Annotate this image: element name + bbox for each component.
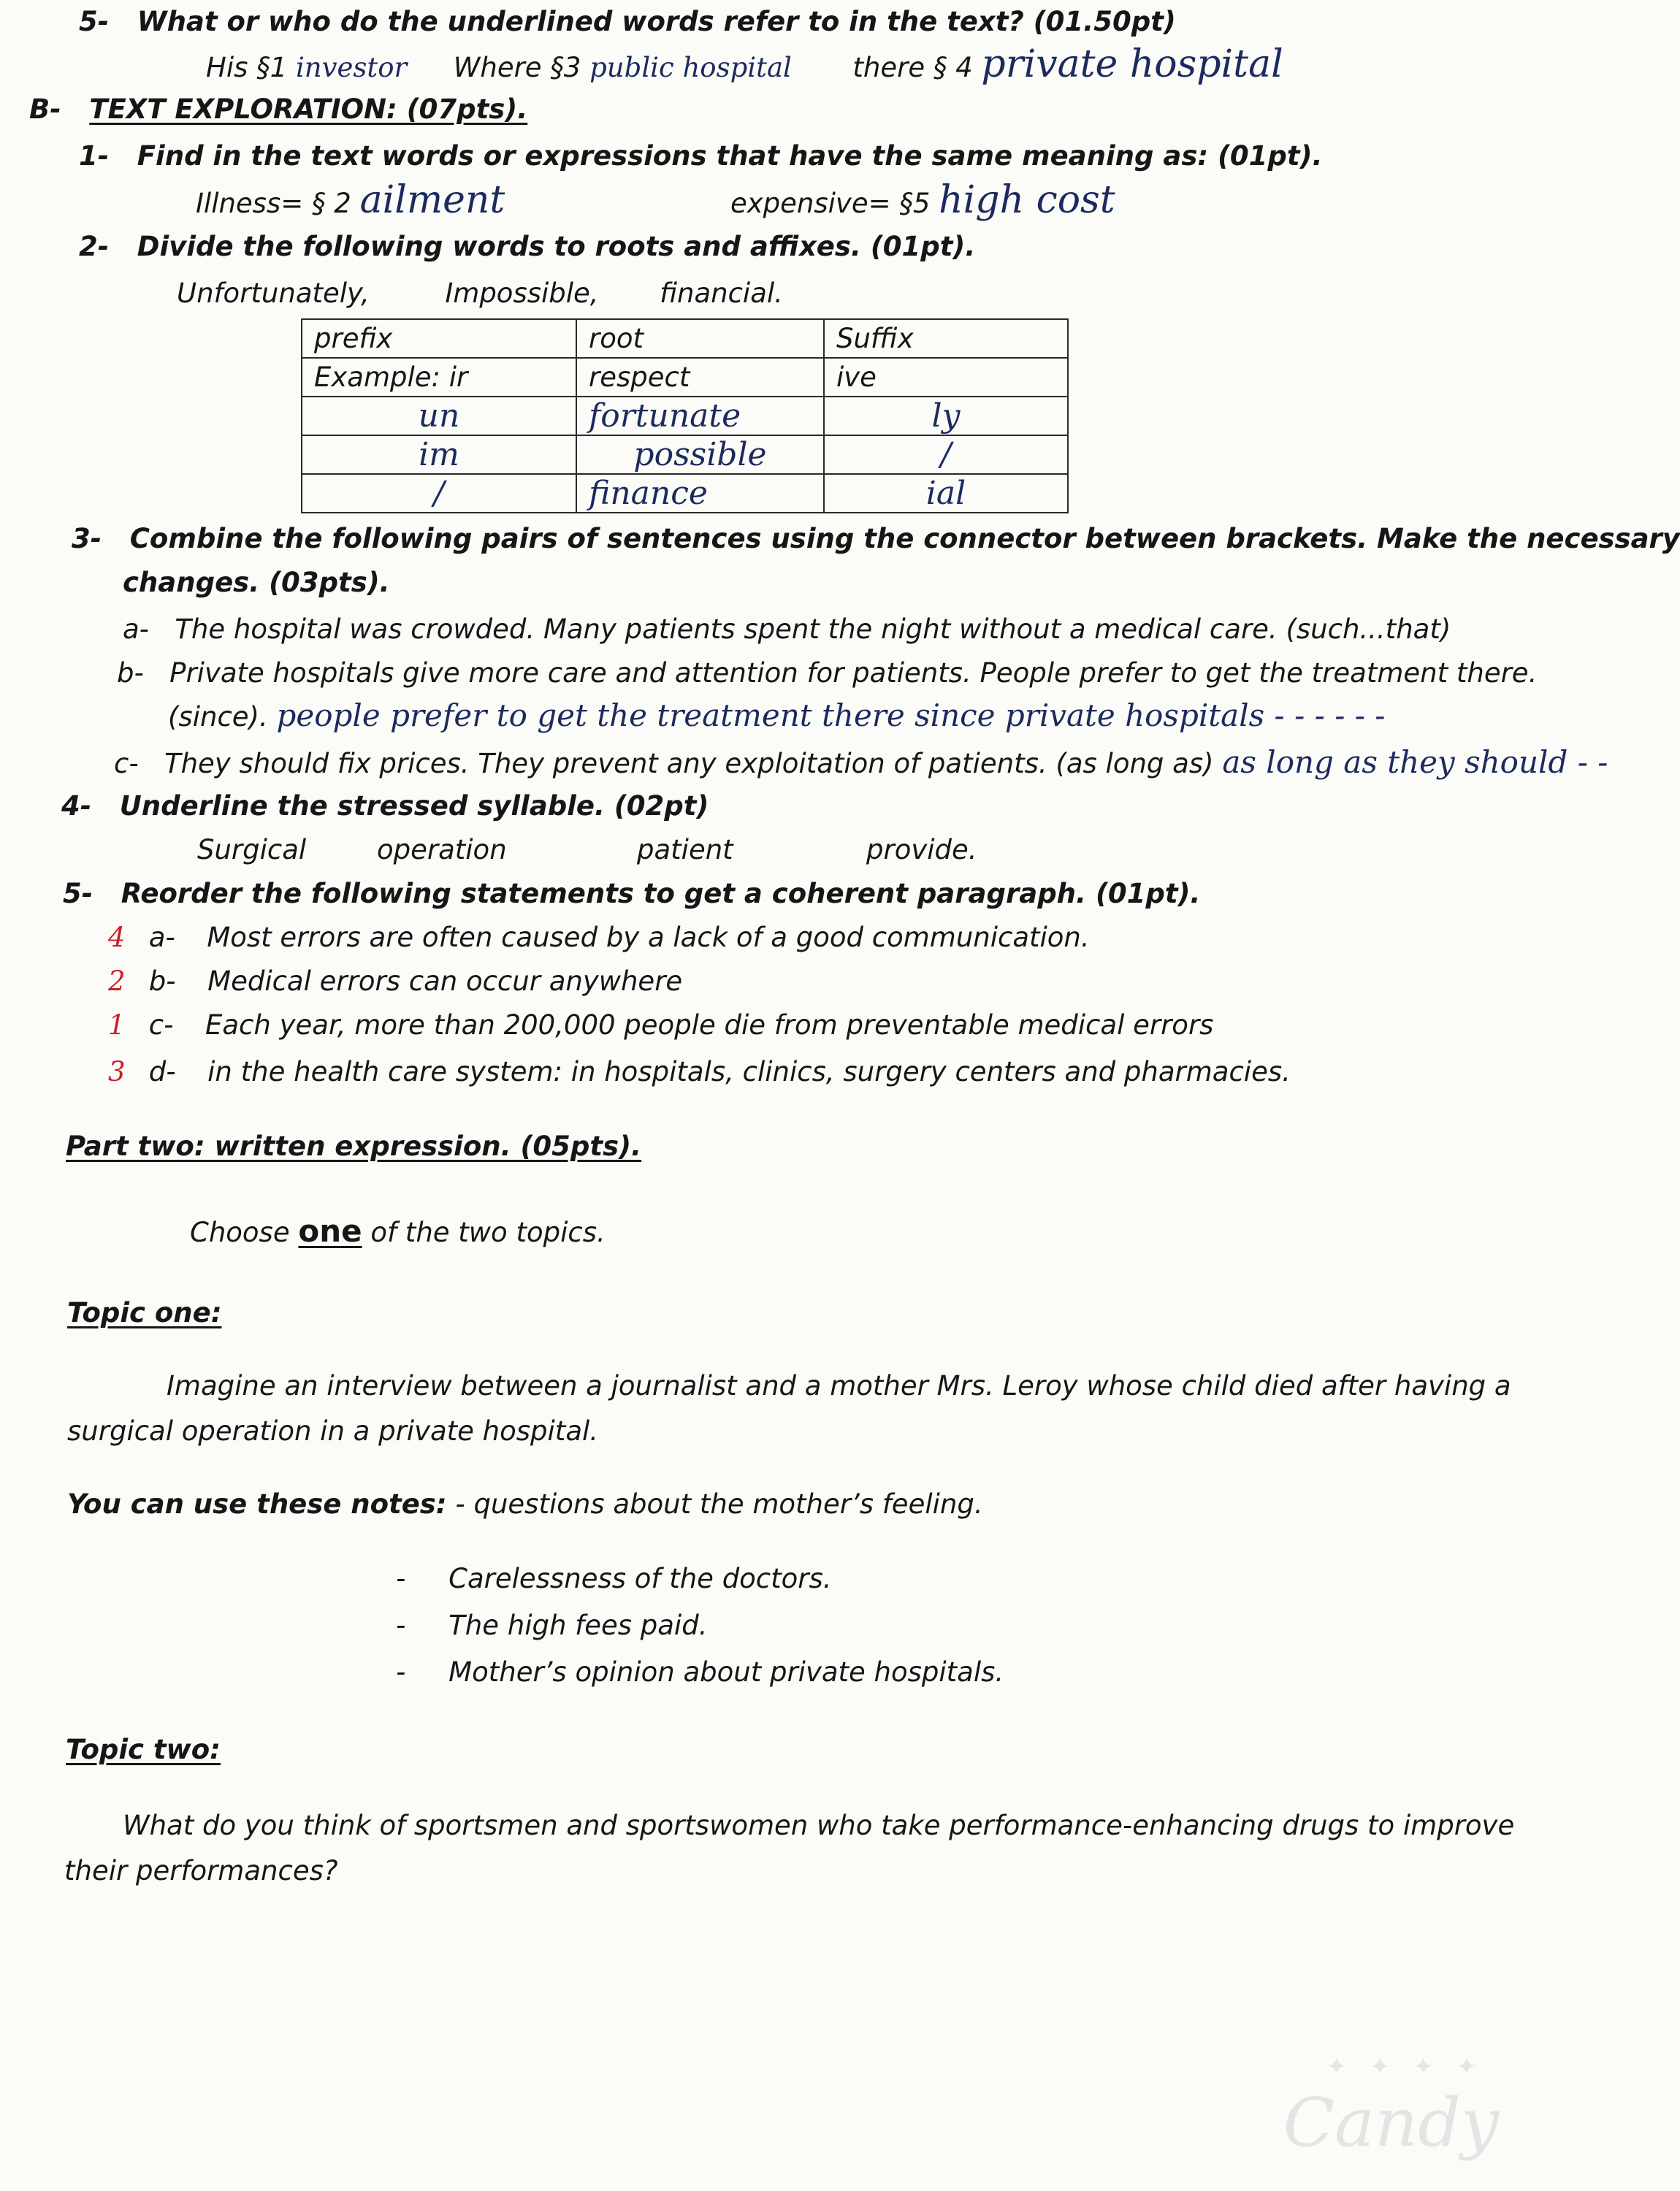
table-row (302, 435, 1068, 474)
reorder-item (108, 1009, 1213, 1041)
notes-row (67, 1488, 983, 1521)
q5-line (79, 6, 1176, 38)
choose-line (190, 1215, 606, 1249)
note-text: Carelessness of the doctors. (448, 1563, 832, 1594)
illness-row (196, 178, 505, 222)
topic-two-line-1: What do you think of sportsmen and sportswomen who take performance-enhancing drugs to improve (123, 1810, 1515, 1841)
item-text: Each year, more than 200,000 people die from preventable medical errors (205, 1009, 1214, 1041)
q2-number: 2- (79, 231, 110, 262)
q2-word-2: Impossible, (445, 278, 599, 309)
q3-b-answer: people prefer to get the treatment there since private hospitals - - - - - - (276, 697, 1386, 733)
there-answer: private hospital (981, 42, 1283, 86)
q4-word-3: patient (637, 834, 733, 865)
q3-b-text: Private hospitals give more care and attention for patients. People prefer to get the treatment there. (169, 657, 1538, 689)
where-answer: public hospital (589, 52, 792, 83)
q1-question: Find in the text words or expressions that have the same meaning as: (01pt). (137, 140, 1323, 172)
table-row (302, 474, 1068, 513)
q3-a-letter: a- (123, 613, 150, 645)
candy-watermark: Candy (1283, 2084, 1499, 2162)
expensive-answer: high cost (939, 178, 1115, 222)
table-cell: ly (824, 397, 1068, 435)
note-item: - Mother’s opinion about private hospitals. (396, 1656, 1004, 1688)
topic-two-line-2: their performances? (64, 1855, 338, 1886)
choose-pre: Choose (190, 1217, 299, 1248)
table-cell: respect (576, 358, 824, 397)
q3-a-text: The hospital was crowded. Many patients spent the night without a medical care. (such...that) (175, 613, 1451, 645)
topic-one-title: Topic one: (67, 1297, 222, 1328)
reorder-item (108, 966, 682, 998)
table-cell: fortunate (576, 397, 824, 435)
table-cell: ial (824, 474, 1068, 513)
table-cell: / (302, 474, 576, 513)
q3-c-answer: as long as they should - - (1222, 744, 1608, 780)
q3-question-2: changes. (03pts). (123, 567, 390, 598)
topic-one-line-2: surgical operation in a private hospital. (67, 1415, 599, 1447)
illness-label: Illness= § 2 (196, 188, 351, 219)
q3-b-connector: (since). (168, 701, 268, 733)
section-b-title: TEXT EXPLORATION: (07pts). (89, 93, 528, 125)
q5-answers (206, 42, 1283, 86)
q3-b (117, 657, 1537, 689)
item-letter: b- (148, 966, 176, 997)
choose-post: of the two topics. (362, 1217, 606, 1248)
q4-word-4: provide. (866, 834, 977, 865)
q4-line (61, 790, 709, 822)
q4-words (197, 834, 306, 866)
q2-question: Divide the following words to roots and affixes. (01pt). (137, 231, 976, 262)
item-letter: d- (148, 1056, 176, 1087)
expensive-label: expensive= §5 (730, 188, 931, 219)
table-cell: un (302, 397, 576, 435)
his-label: His §1 (206, 52, 288, 83)
q3-question-1: Combine the following pairs of sentences using the connector between brackets. Make the necessary (129, 523, 1680, 554)
table-cell: / (824, 435, 1068, 474)
table-row (302, 397, 1068, 435)
section-b-heading (29, 93, 527, 126)
q2-words (177, 278, 783, 310)
table-cell: im (302, 435, 576, 474)
q3-number: 3- (72, 523, 102, 554)
q2-line (79, 231, 975, 263)
q3-b-letter: b- (117, 657, 144, 689)
order-mark: 2 (108, 966, 126, 997)
item-text: in the health care system: in hospitals, clinics, surgery centers and pharmacies. (207, 1056, 1291, 1087)
note-text: The high fees paid. (448, 1610, 708, 1641)
q3-c (114, 746, 1608, 780)
q3-c-text: They should fix prices. They prevent any exploitation of patients. (as long as) (164, 748, 1214, 779)
q1-number: 1- (79, 140, 110, 172)
notes-label: You can use these notes: (67, 1488, 447, 1520)
q3-line (72, 523, 1680, 555)
q5b-question: Reorder the following statements to get a coherent paragraph. (01pt). (121, 878, 1201, 909)
part-two-title: Part two: written expression. (05pts). (66, 1131, 642, 1162)
section-b-letter: B- (29, 93, 61, 125)
q3-a (123, 613, 1451, 646)
notes-first: - questions about the mother’s feeling. (446, 1488, 983, 1520)
table-cell: Suffix (824, 319, 1068, 358)
illness-answer: ailment (359, 178, 505, 222)
there-label: there § 4 (852, 52, 973, 83)
topic-two-title: Topic two: (66, 1734, 221, 1765)
q4-word-2: operation (377, 834, 507, 865)
where-label: Where §3 (453, 52, 581, 83)
order-mark: 1 (108, 1009, 126, 1041)
q5b-line (63, 878, 1201, 910)
q2-word-3: financial. (660, 278, 783, 309)
q2-word-1: Unfortunately, (177, 278, 370, 309)
star-decoration-icon: ✦ ✦ ✦ ✦ (1326, 2052, 1484, 2081)
affix-table (301, 318, 1069, 513)
note-text: Mother’s opinion about private hospitals. (448, 1656, 1004, 1688)
reorder-item (108, 922, 1090, 954)
q5-number: 5- (79, 6, 110, 37)
table-row (302, 358, 1068, 397)
q4-question: Underline the stressed syllable. (02pt) (119, 790, 709, 822)
note-item: - Carelessness of the doctors. (396, 1563, 832, 1594)
order-mark: 3 (108, 1056, 126, 1087)
table-header-row (302, 319, 1068, 358)
table-cell: possible (576, 435, 824, 474)
q5b-number: 5- (63, 878, 93, 909)
item-letter: c- (148, 1009, 174, 1041)
q4-number: 4- (61, 790, 92, 822)
his-answer: investor (295, 52, 408, 83)
table-cell: root (576, 319, 824, 358)
q4-word-1: Surgical (197, 834, 307, 865)
table-cell: finance (576, 474, 824, 513)
q1-line (79, 140, 1323, 172)
order-mark: 4 (108, 922, 126, 953)
note-item: - The high fees paid. (396, 1610, 708, 1641)
table-cell: ive (824, 358, 1068, 397)
item-text: Most errors are often caused by a lack of a good communication. (207, 922, 1090, 953)
expensive-row (730, 178, 1115, 222)
item-letter: a- (148, 922, 175, 953)
item-text: Medical errors can occur anywhere (207, 966, 683, 997)
q3-b-answer-row (168, 697, 1386, 733)
q3-c-letter: c- (114, 748, 139, 779)
reorder-item (108, 1056, 1291, 1088)
topic-one-line-1: Imagine an interview between a journalist and a mother Mrs. Leroy whose child died after having a (167, 1370, 1511, 1402)
table-cell: prefix (302, 319, 576, 358)
choose-emphasis: one (298, 1213, 362, 1249)
q5-question: What or who do the underlined words refer to in the text? (01.50pt) (137, 6, 1176, 37)
table-cell: Example: ir (302, 358, 576, 397)
